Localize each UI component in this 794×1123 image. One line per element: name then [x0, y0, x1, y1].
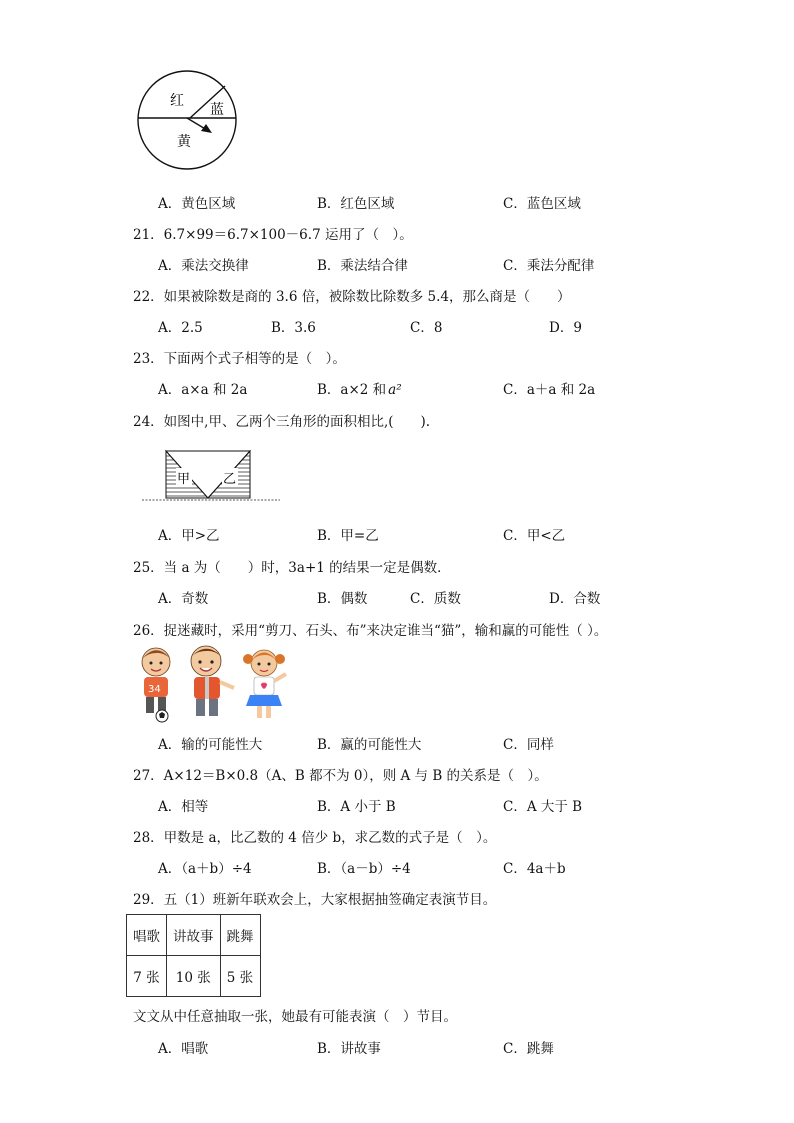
q26-option-b[interactable]: B．赢的可能性大	[317, 737, 422, 753]
jersey-number: 34	[148, 684, 161, 695]
q28-stem: 28．甲数是 a，比乙数的 4 倍少 b，求乙数的式子是（ ）。	[133, 830, 497, 846]
q29-stem: 29．五（1）班新年联欢会上，大家根据抽签确定表演节目。	[133, 892, 497, 908]
q23-option-b[interactable]	[317, 378, 402, 398]
q25-option-a[interactable]: A．奇数	[158, 591, 209, 607]
q26-stem: 26．捉迷藏时，采用“剪刀、石头、布”来决定谁当“猫”，输和赢的可能性（ ）。	[133, 623, 608, 639]
q20-option-b[interactable]: B．红色区域	[317, 196, 395, 212]
triangle-label-yi: 乙	[223, 472, 237, 487]
q20-option-a[interactable]: A．黄色区域	[158, 196, 236, 212]
boy-one-figure	[142, 648, 170, 722]
q28-option-b[interactable]: B．（a－b）÷4	[317, 861, 411, 877]
table-cell: 10 张	[167, 956, 221, 997]
q25-stem: 25．当 a 为（ ）时，3a+1 的结果一定是偶数．	[133, 560, 451, 576]
q27-option-b[interactable]: B．A 小于 B	[317, 799, 396, 815]
triangles-figure	[140, 446, 282, 506]
q26-option-c[interactable]: C．同样	[503, 737, 554, 753]
q27-stem: 27．A×12＝B×0.8（A、B 都不为 0），则 A 与 B 的关系是（ ）。	[133, 768, 548, 784]
q24-option-b[interactable]: B．甲=乙	[317, 528, 379, 544]
q23-option-b-text: B．a×2 和	[317, 382, 387, 398]
q20-option-c[interactable]: C．蓝色区域	[503, 196, 581, 212]
q23-stem: 23．下面两个式子相等的是（ ）。	[133, 351, 346, 367]
q23-option-c[interactable]: C．a＋a 和 2a	[503, 382, 596, 398]
spinner-label-yellow: 黄	[177, 134, 191, 150]
q23-option-a[interactable]: A．a×a 和 2a	[158, 382, 248, 398]
q23-a-squared: a²	[388, 382, 402, 398]
table-row	[127, 915, 261, 956]
table-header-cell: 唱歌	[127, 915, 167, 956]
spinner-label-red: 红	[170, 93, 184, 109]
q27-option-c[interactable]: C．A 大于 B	[503, 799, 583, 815]
spinner-label-blue: 蓝	[210, 102, 224, 118]
q29-followup: 文文从中任意抽取一张，她最有可能表演（ ）节目。	[133, 1009, 457, 1025]
triangle-label-jia: 甲	[177, 472, 191, 487]
q21-option-b[interactable]: B．乘法结合律	[317, 258, 408, 274]
kids-illustration	[134, 644, 290, 724]
spinner-figure	[134, 66, 242, 174]
q25-option-b[interactable]: B．偶数	[317, 591, 368, 607]
q21-option-a[interactable]: A．乘法交换律	[158, 258, 249, 274]
q24-stem: 24．如图中,甲、乙两个三角形的面积相比,( ).	[133, 414, 431, 430]
table-row	[127, 956, 261, 997]
q27-option-a[interactable]: A．相等	[158, 799, 209, 815]
girl-figure	[243, 650, 286, 718]
q26-option-a[interactable]: A．输的可能性大	[158, 737, 263, 753]
q24-option-a[interactable]: A．甲>乙	[158, 528, 220, 544]
q25-option-c[interactable]: C．质数	[410, 591, 461, 607]
boy-two-figure	[190, 646, 234, 716]
q22-stem: 22．如果被除数是商的 3.6 倍，被除数比除数多 5.4，那么商是（ ）	[133, 289, 571, 305]
table-header-cell: 跳舞	[220, 915, 260, 956]
q22-option-b[interactable]: B．3.6	[271, 320, 316, 336]
table-header-cell: 讲故事	[167, 915, 221, 956]
q22-option-a[interactable]: A．2.5	[158, 320, 203, 336]
q22-option-c[interactable]: C．8	[410, 320, 443, 336]
q28-option-c[interactable]: C．4a＋b	[503, 861, 566, 877]
q24-option-c[interactable]: C．甲<乙	[503, 528, 566, 544]
q21-stem: 21．6.7×99＝6.7×100－6.7 运用了（ ）。	[133, 227, 413, 243]
q21-option-c[interactable]: C．乘法分配律	[503, 258, 595, 274]
q22-option-d[interactable]: D．9	[549, 320, 582, 336]
table-cell: 5 张	[220, 956, 260, 997]
q29-option-a[interactable]: A．唱歌	[158, 1041, 209, 1057]
q28-option-a[interactable]: A．（a＋b）÷4	[158, 861, 252, 877]
lottery-table	[126, 914, 261, 997]
q29-option-c[interactable]: C．跳舞	[503, 1041, 554, 1057]
table-cell: 7 张	[127, 956, 167, 997]
q29-option-b[interactable]: B．讲故事	[317, 1041, 381, 1057]
q25-option-d[interactable]: D．合数	[549, 591, 601, 607]
